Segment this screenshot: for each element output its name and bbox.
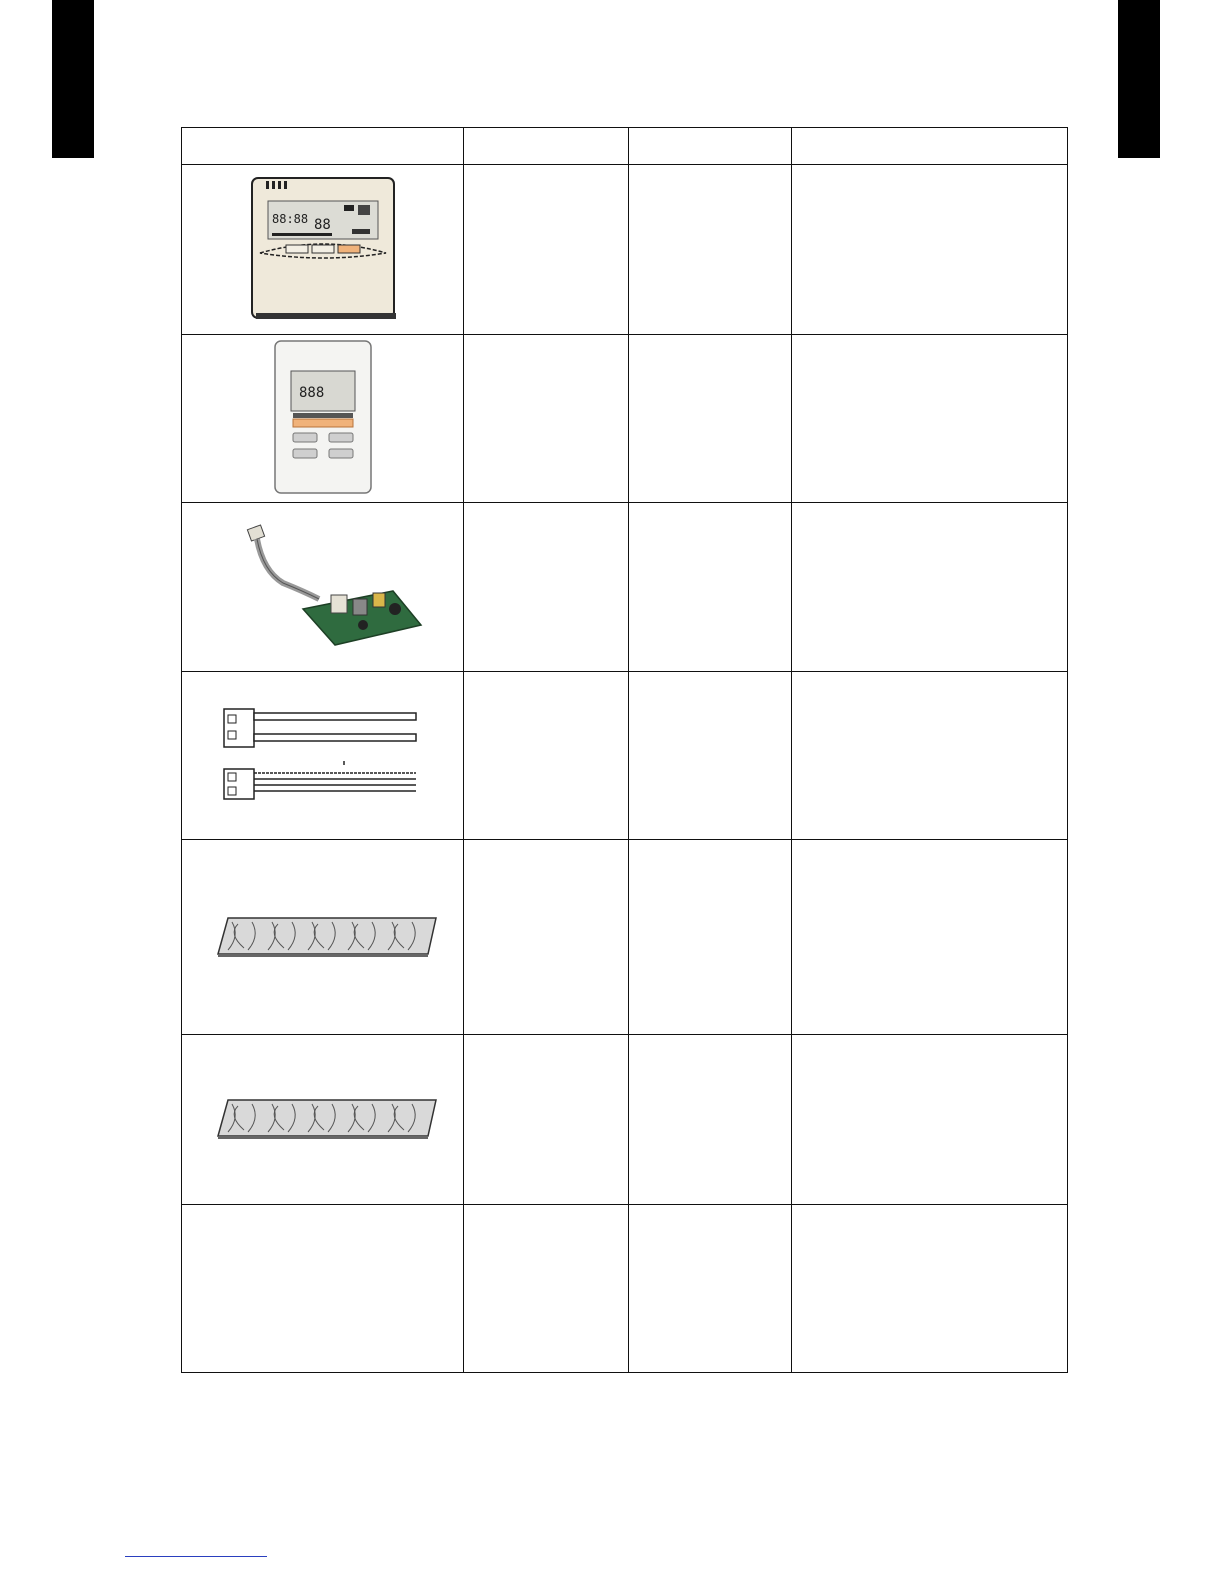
table-cell [629,1205,792,1373]
header-cell [464,128,629,165]
image-cell [182,840,464,1035]
right-edge-tab [1118,0,1160,158]
table-cell [464,672,629,840]
image-cell [182,1035,464,1205]
table-cell [629,672,792,840]
wired-remote-controller-icon [248,173,398,323]
table-cell [464,1035,629,1205]
table-cell [464,1205,629,1373]
table-row [182,672,1068,840]
header-cell [792,128,1068,165]
table-row [182,335,1068,503]
left-edge-tab [52,0,94,158]
table-cell [792,335,1068,503]
image-cell [182,503,464,672]
pcb-kit-icon [223,521,423,651]
svg-text:88:88: 88:88 [271,212,308,226]
table-cell [629,1035,792,1205]
table-cell [464,840,629,1035]
table-cell [464,503,629,672]
image-cell [182,165,464,335]
table-cell [464,165,629,335]
image-cell [182,1205,464,1373]
table-cell [629,335,792,503]
wire-harness-icon [218,699,428,809]
table-cell [629,165,792,335]
accessory-table [181,127,1068,1373]
table-cell [792,1035,1068,1205]
image-cell [182,335,464,503]
table-cell [792,840,1068,1035]
table-cell [629,503,792,672]
table-header-row [182,128,1068,165]
table-cell [464,335,629,503]
table-cell [629,840,792,1035]
svg-text:88: 88 [313,217,331,233]
table-cell [792,672,1068,840]
image-cell [182,672,464,840]
header-cell [182,128,464,165]
header-cell [629,128,792,165]
table-cell [792,1205,1068,1373]
table-row [182,840,1068,1035]
filter-icon [208,914,438,958]
footer-link-underline[interactable] [125,1556,267,1557]
table-cell [792,503,1068,672]
table-row [182,1035,1068,1205]
svg-text:888: 888 [298,385,324,401]
table-row [182,503,1068,672]
simple-remote-controller-icon [273,339,373,495]
table-row [182,165,1068,335]
table-row [182,1205,1068,1373]
table-cell [792,165,1068,335]
filter-icon [208,1096,438,1140]
